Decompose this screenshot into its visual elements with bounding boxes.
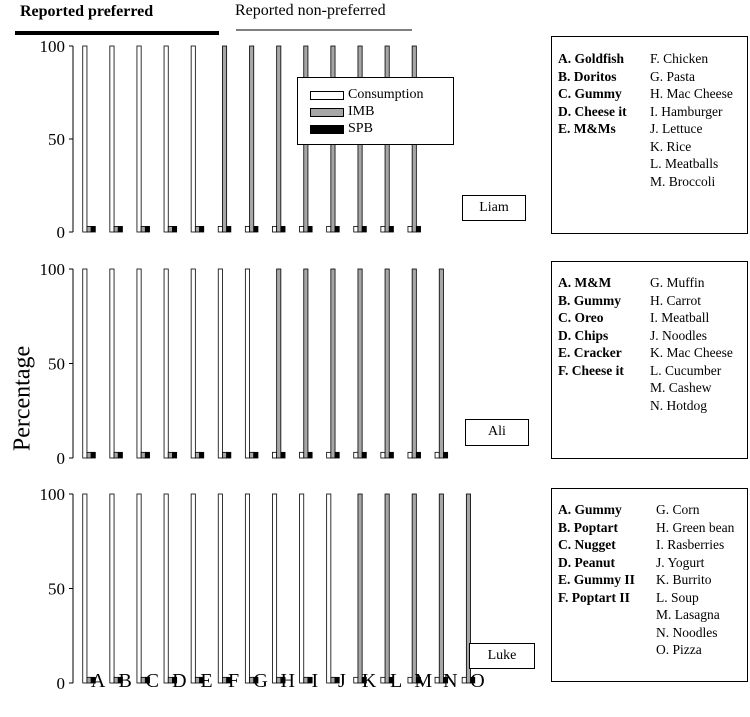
- key-item: K. Mac Cheese: [650, 345, 733, 360]
- bar-spb-k: [362, 452, 366, 458]
- key-non-preferred-ali: [650, 274, 733, 414]
- bar-imb-a: [87, 226, 91, 232]
- x-tick-label: L: [390, 670, 403, 692]
- y-tick-label: 100: [39, 485, 65, 504]
- key-item: B. Gummy: [558, 292, 622, 308]
- chart-legend: [297, 77, 454, 145]
- bar-consumption-f: [218, 494, 222, 683]
- bar-imb-j: [331, 269, 335, 458]
- key-item: M. Broccoli: [650, 173, 716, 189]
- key-item: J. Yogurt: [656, 554, 705, 570]
- key-item: H. Green bean: [656, 519, 735, 535]
- key-item: E. M&Ms: [558, 121, 616, 136]
- bar-imb-n: [439, 269, 443, 458]
- bar-consumption-i: [300, 452, 304, 458]
- bar-spb-d: [172, 452, 176, 458]
- bar-consumption-c: [137, 494, 141, 683]
- bar-spb-g: [254, 452, 258, 458]
- food-key-luke: [551, 488, 748, 682]
- x-tick-label: H: [280, 670, 295, 692]
- key-item: L. Cucumber: [650, 362, 722, 378]
- bar-consumption-h: [272, 226, 276, 232]
- bar-spb-n: [443, 452, 447, 458]
- x-tick-label: F: [227, 670, 240, 692]
- bar-consumption-c: [137, 46, 141, 232]
- bar-imb-m: [412, 269, 416, 458]
- key-item: N. Hotdog: [650, 397, 707, 413]
- y-tick-label: 100: [39, 260, 65, 279]
- bar-consumption-m: [408, 452, 412, 458]
- legend-item-imb: [310, 104, 374, 120]
- legend-item-consumption: [310, 87, 423, 103]
- bar-imb-d: [168, 452, 172, 458]
- bar-consumption-j: [327, 226, 331, 232]
- legend-label-consumption: Consumption: [348, 87, 424, 102]
- bar-imb-g: [250, 452, 254, 458]
- bar-consumption-b: [110, 269, 114, 458]
- bar-consumption-a: [83, 269, 87, 458]
- bar-imb-f: [222, 452, 226, 458]
- y-axis-label: Percentage: [9, 345, 36, 452]
- key-item: M. Cashew: [650, 380, 712, 395]
- x-tick-label: N: [443, 670, 458, 692]
- key-item: H. Carrot: [650, 292, 701, 308]
- bar-consumption-h: [272, 494, 276, 683]
- x-tick-label: O: [470, 670, 485, 692]
- key-item: A. Gummy: [558, 502, 622, 517]
- participant-label-liam: Liam: [462, 195, 526, 221]
- key-item: I. Rasberries: [656, 537, 725, 552]
- key-item: F. Poptart II: [558, 589, 630, 605]
- bar-spb-a: [91, 226, 95, 232]
- bar-spb-a: [91, 452, 95, 458]
- x-tick-label: I: [311, 670, 319, 692]
- bar-imb-c: [141, 452, 145, 458]
- x-tick-label: E: [200, 670, 213, 692]
- bar-imb-k: [358, 494, 362, 683]
- key-item: D. Cheese it: [558, 103, 627, 119]
- x-tick-label: D: [172, 670, 187, 692]
- bar-consumption-a: [83, 46, 87, 232]
- key-item: I. Meatball: [650, 310, 710, 325]
- key-item: H. Mac Cheese: [650, 86, 733, 101]
- key-item: G. Muffin: [650, 275, 705, 290]
- key-preferred-liam: [558, 50, 627, 138]
- bar-consumption-d: [164, 269, 168, 458]
- bar-spb-m: [416, 226, 420, 232]
- bar-imb-b: [114, 452, 118, 458]
- key-item: C. Oreo: [558, 310, 604, 325]
- legend-item-spb: [310, 121, 373, 137]
- bar-spb-c: [145, 452, 149, 458]
- y-tick-label: 50: [48, 130, 65, 149]
- bar-imb-d: [168, 226, 172, 232]
- key-item: N. Noodles: [656, 624, 718, 640]
- bar-spb-l: [389, 452, 393, 458]
- y-tick-label: 0: [56, 674, 65, 693]
- bar-consumption-e: [191, 269, 195, 458]
- bar-imb-a: [87, 452, 91, 458]
- x-tick-label: G: [253, 670, 268, 692]
- legend-swatch-spb: [310, 125, 344, 134]
- bar-consumption-k: [354, 226, 358, 232]
- key-item: K. Burrito: [656, 572, 712, 587]
- x-tick-label: A: [90, 670, 106, 692]
- x-tick-label: B: [118, 670, 132, 692]
- y-tick-label: 0: [56, 223, 65, 242]
- key-item: A. M&M: [558, 275, 612, 290]
- x-tick-label: K: [361, 670, 377, 692]
- bar-consumption-g: [245, 226, 249, 232]
- legend-swatch-consumption: [310, 91, 344, 100]
- x-tick-label: C: [145, 670, 159, 692]
- bar-imb-h: [277, 269, 281, 458]
- bar-imb-h: [277, 46, 281, 232]
- legend-label-imb: IMB: [348, 104, 375, 119]
- key-item: O. Pizza: [656, 642, 702, 657]
- key-non-preferred-luke: [656, 501, 734, 659]
- bar-consumption-g: [245, 269, 249, 458]
- bar-imb-c: [141, 226, 145, 232]
- bar-consumption-e: [191, 494, 195, 683]
- bar-consumption-m: [408, 226, 412, 232]
- key-item: D. Peanut: [558, 554, 615, 570]
- bar-spb-j: [335, 226, 339, 232]
- key-item: E. Cracker: [558, 345, 622, 360]
- bar-imb-n: [439, 494, 443, 683]
- header-non-preferred: Reported non-preferred: [235, 2, 386, 19]
- bar-consumption-i: [300, 226, 304, 232]
- bar-consumption-k: [354, 452, 358, 458]
- bar-imb-f: [222, 46, 226, 232]
- bar-spb-b: [118, 226, 122, 232]
- bar-spb-c: [145, 226, 149, 232]
- bar-spb-g: [254, 226, 258, 232]
- bar-consumption-c: [137, 269, 141, 458]
- bar-spb-e: [200, 452, 204, 458]
- bar-spb-e: [200, 226, 204, 232]
- key-item: E. Gummy II: [558, 572, 635, 587]
- y-tick-label: 0: [56, 449, 65, 468]
- bar-imb-l: [385, 494, 389, 683]
- bar-imb-i: [304, 269, 308, 458]
- bar-consumption-h: [272, 452, 276, 458]
- x-tick-label: M: [414, 670, 433, 692]
- bar-consumption-n: [435, 452, 439, 458]
- key-preferred-luke: [558, 501, 635, 606]
- bar-spb-i: [308, 452, 312, 458]
- bar-imb-b: [114, 226, 118, 232]
- bar-spb-h: [281, 226, 285, 232]
- y-tick-label: 100: [39, 37, 65, 56]
- key-item: I. Hamburger: [650, 103, 723, 119]
- key-preferred-ali: [558, 274, 624, 379]
- key-item: L. Meatballs: [650, 156, 719, 171]
- participant-label-ali: Ali: [465, 419, 529, 446]
- key-item: D. Chips: [558, 327, 609, 343]
- key-non-preferred-liam: [650, 50, 733, 190]
- bar-consumption-j: [327, 452, 331, 458]
- bar-spb-d: [172, 226, 176, 232]
- y-tick-label: 50: [48, 579, 65, 599]
- bar-consumption-f: [218, 226, 222, 232]
- food-key-liam: [551, 36, 748, 234]
- key-item: F. Chicken: [650, 51, 709, 66]
- key-item: F. Cheese it: [558, 362, 624, 378]
- bar-consumption-f: [218, 269, 222, 458]
- bar-consumption-d: [164, 46, 168, 232]
- bar-spb-m: [416, 452, 420, 458]
- key-item: A. Goldfish: [558, 51, 625, 66]
- key-item: C. Gummy: [558, 86, 622, 101]
- bar-consumption-b: [110, 494, 114, 683]
- bar-consumption-a: [83, 494, 87, 683]
- bar-consumption-e: [191, 46, 195, 232]
- bar-consumption-g: [245, 494, 249, 683]
- key-item: K. Rice: [650, 138, 692, 154]
- bar-consumption-l: [381, 452, 385, 458]
- participant-label-luke: Luke: [469, 643, 535, 669]
- bar-consumption-d: [164, 494, 168, 683]
- bar-spb-b: [118, 452, 122, 458]
- key-item: J. Noodles: [650, 327, 707, 343]
- bar-spb-j: [335, 452, 339, 458]
- food-key-ali: [551, 261, 748, 459]
- bar-consumption-i: [300, 494, 304, 683]
- key-item: L. Soup: [656, 589, 699, 605]
- header-preferred: Reported preferred: [20, 3, 154, 20]
- y-tick-label: 50: [48, 354, 65, 374]
- bar-imb-e: [195, 452, 199, 458]
- bar-spb-l: [389, 226, 393, 232]
- bar-consumption-l: [381, 226, 385, 232]
- bar-spb-k: [362, 226, 366, 232]
- bar-imb-l: [385, 269, 389, 458]
- key-item: C. Nugget: [558, 537, 616, 552]
- bar-spb-f: [227, 452, 231, 458]
- bar-imb-g: [250, 46, 254, 232]
- bar-consumption-b: [110, 46, 114, 232]
- bar-spb-h: [281, 452, 285, 458]
- legend-label-spb: SPB: [348, 121, 373, 136]
- x-tick-label: J: [338, 670, 346, 692]
- bar-consumption-j: [327, 494, 331, 683]
- bar-spb-i: [308, 226, 312, 232]
- key-item: B. Poptart: [558, 519, 618, 535]
- bar-spb-f: [227, 226, 231, 232]
- key-item: G. Corn: [656, 502, 700, 517]
- legend-swatch-imb: [310, 108, 344, 117]
- key-item: M. Lasagna: [656, 607, 720, 622]
- key-item: B. Doritos: [558, 68, 617, 84]
- bar-imb-k: [358, 269, 362, 458]
- key-item: G. Pasta: [650, 68, 695, 84]
- bar-imb-m: [412, 494, 416, 683]
- key-item: J. Lettuce: [650, 121, 703, 136]
- bar-imb-e: [195, 226, 199, 232]
